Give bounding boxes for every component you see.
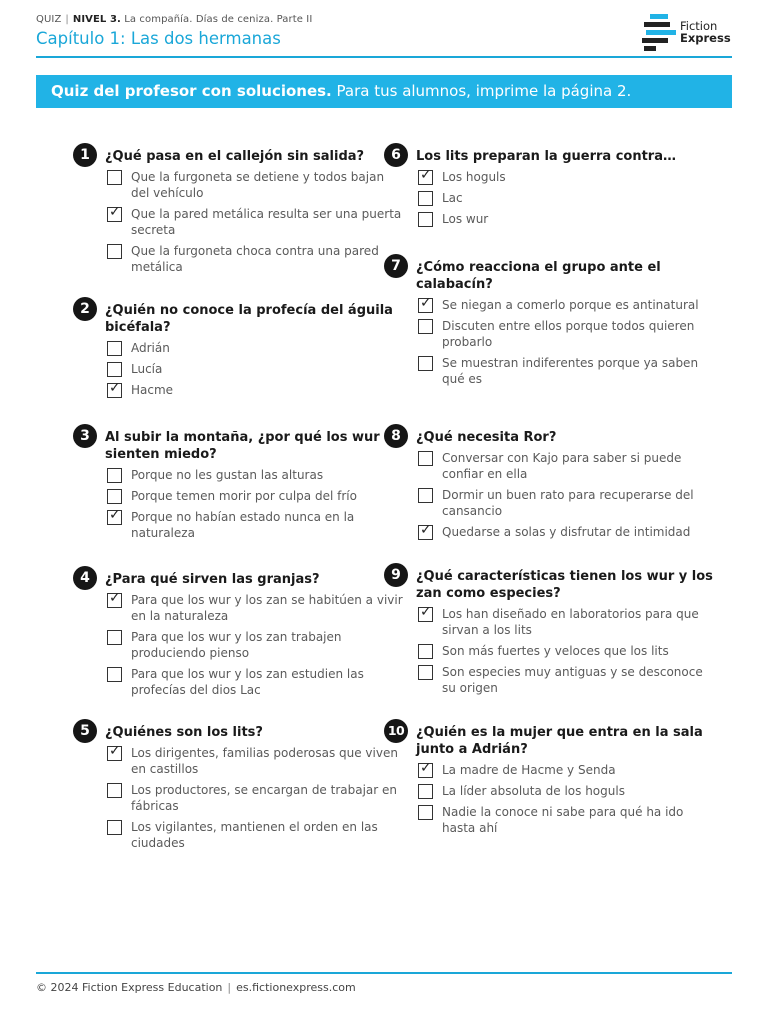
answer-option[interactable] <box>105 745 405 777</box>
answer-option[interactable] <box>416 450 716 482</box>
option-label: Porque temen morir por culpa del frío <box>131 489 357 503</box>
checkbox-unchecked[interactable] <box>418 488 433 503</box>
question-text: ¿Qué características tienen los wur y los zan como especies? <box>416 569 713 601</box>
checkbox-unchecked[interactable] <box>107 489 122 504</box>
answer-option[interactable] <box>416 762 716 778</box>
question-7 <box>391 258 716 392</box>
checkbox-unchecked[interactable] <box>418 665 433 680</box>
checkmark-icon: ✓ <box>109 507 121 523</box>
meta-separator: | <box>65 14 69 25</box>
answer-option[interactable] <box>416 211 716 227</box>
page-footer <box>36 981 356 994</box>
header-divider <box>36 56 732 58</box>
checkbox-unchecked[interactable] <box>107 468 122 483</box>
option-label: Para que los wur y los zan se habitúen a vivir en la naturaleza <box>131 593 403 623</box>
book-subtitle: La compañía. Días de ceniza. Parte II <box>124 14 313 25</box>
quiz-meta-line <box>36 14 312 25</box>
checkmark-icon: ✓ <box>109 590 121 606</box>
footer-website: es.fictionexpress.com <box>236 981 356 994</box>
option-label: Conversar con Kajo para saber si puede confiar en ella <box>442 451 682 481</box>
option-label: Los hoguls <box>442 170 506 184</box>
option-label: Son especies muy antiguas y se desconoce su origen <box>442 665 703 695</box>
option-label: Lucía <box>131 362 163 376</box>
question-number-badge: 7 <box>384 254 408 278</box>
answer-option[interactable] <box>416 524 716 540</box>
question-number-badge: 9 <box>384 563 408 587</box>
answer-option[interactable] <box>105 782 405 814</box>
answer-option[interactable] <box>416 664 716 696</box>
answer-option[interactable] <box>416 190 716 206</box>
checkbox-unchecked[interactable] <box>107 341 122 356</box>
checkmark-icon: ✓ <box>109 743 121 759</box>
checkbox-unchecked[interactable] <box>418 191 433 206</box>
option-label: Porque no les gustan las alturas <box>131 468 324 482</box>
question-text: ¿Para qué sirven las granjas? <box>105 572 320 587</box>
chapter-title: Capítulo 1: Las dos hermanas <box>36 29 281 48</box>
checkmark-icon: ✓ <box>420 760 432 776</box>
option-label: Se muestran indiferentes porque ya saben qué es <box>442 356 699 386</box>
checkbox-checked[interactable] <box>107 380 122 398</box>
answer-option[interactable] <box>416 355 716 387</box>
checkbox-unchecked[interactable] <box>418 805 433 820</box>
checkbox-unchecked[interactable] <box>418 644 433 659</box>
question-6 <box>391 147 716 232</box>
checkbox-checked[interactable] <box>107 590 122 608</box>
checkbox-unchecked[interactable] <box>107 820 122 835</box>
checkbox-unchecked[interactable] <box>107 667 122 682</box>
checkmark-icon: ✓ <box>420 295 432 311</box>
question-8 <box>391 428 716 545</box>
fiction-express-logo <box>642 14 734 52</box>
checkbox-checked[interactable] <box>107 743 122 761</box>
option-label: Dormir un buen rato para recuperarse del cansancio <box>442 488 694 518</box>
answer-option[interactable] <box>105 629 405 661</box>
option-label: Los han diseñado en laboratorios para que sirvan a los lits <box>442 607 699 637</box>
checkbox-unchecked[interactable] <box>418 784 433 799</box>
option-label: Los dirigentes, familias poderosas que viven en castillos <box>131 746 398 776</box>
question-2 <box>80 301 405 403</box>
option-label: Son más fuertes y veloces que los lits <box>442 644 669 658</box>
option-label: Nadie la conoce ni sabe para qué ha ido hasta ahí <box>442 805 684 835</box>
teacher-banner <box>36 75 732 108</box>
checkmark-icon: ✓ <box>420 604 432 620</box>
answer-option[interactable] <box>416 169 716 185</box>
question-number-badge: 8 <box>384 424 408 448</box>
option-label: Quedarse a solas y disfrutar de intimidad <box>442 525 691 539</box>
question-text: ¿Qué pasa en el callejón sin salida? <box>105 149 365 164</box>
checkbox-checked[interactable] <box>418 760 433 778</box>
answer-option[interactable] <box>105 340 405 356</box>
option-label: Para que los wur y los zan trabajen produciendo pienso <box>131 630 342 660</box>
question-number-badge: 1 <box>73 143 97 167</box>
footer-separator: | <box>227 981 232 994</box>
option-label: Los wur <box>442 212 489 226</box>
question-4 <box>80 570 405 703</box>
answer-option[interactable] <box>105 819 405 851</box>
question-number-badge: 10 <box>384 719 408 743</box>
question-9 <box>391 567 716 701</box>
option-label: Porque no habían estado nunca en la naturaleza <box>131 510 355 540</box>
checkbox-checked[interactable] <box>418 167 433 185</box>
checkbox-checked[interactable] <box>418 295 433 313</box>
answer-option[interactable] <box>416 643 716 659</box>
checkmark-icon: ✓ <box>420 522 432 538</box>
checkbox-unchecked[interactable] <box>107 244 122 259</box>
option-label: La líder absoluta de los hoguls <box>442 784 625 798</box>
checkbox-unchecked[interactable] <box>107 362 122 377</box>
question-10 <box>387 723 716 841</box>
question-text: Al subir la montaña, ¿por qué los wur sienten miedo? <box>105 430 380 462</box>
question-5 <box>80 723 405 856</box>
checkbox-unchecked[interactable] <box>418 451 433 466</box>
checkmark-icon: ✓ <box>109 380 121 396</box>
logo-bars-icon <box>642 14 676 52</box>
logo-line-1: Fiction <box>680 19 718 33</box>
answer-option[interactable] <box>416 804 716 836</box>
answer-option[interactable] <box>105 206 405 238</box>
question-text: ¿Quién es la mujer que entra en la sala junto a Adrián? <box>416 725 703 757</box>
logo-text <box>680 20 731 44</box>
checkmark-icon: ✓ <box>109 204 121 220</box>
question-text: ¿Quién no conoce la profecía del águila bicéfala? <box>105 303 393 335</box>
checkbox-checked[interactable] <box>418 522 433 540</box>
quiz-label: QUIZ <box>36 14 62 25</box>
option-label: Discuten entre ellos porque todos quieren probarlo <box>442 319 695 349</box>
checkbox-checked[interactable] <box>107 507 122 525</box>
level-label: NIVEL 3. <box>72 14 121 25</box>
question-number-badge: 6 <box>384 143 408 167</box>
option-label: Se niegan a comerlo porque es antinatural <box>442 298 699 312</box>
question-text: ¿Cómo reacciona el grupo ante el calabacín? <box>416 260 661 292</box>
checkbox-unchecked[interactable] <box>107 170 122 185</box>
option-label: La madre de Hacme y Senda <box>442 763 616 777</box>
question-1 <box>80 147 405 280</box>
option-label: Que la furgoneta se detiene y todos bajan del vehículo <box>131 170 385 200</box>
checkbox-unchecked[interactable] <box>418 319 433 334</box>
checkmark-icon: ✓ <box>420 167 432 183</box>
option-label: Que la pared metálica resulta ser una puerta secreta <box>131 207 402 237</box>
option-label: Lac <box>442 191 463 205</box>
checkbox-unchecked[interactable] <box>107 783 122 798</box>
answer-option[interactable] <box>105 488 405 504</box>
question-text: ¿Qué necesita Ror? <box>416 430 557 445</box>
answer-option[interactable] <box>105 592 405 624</box>
answer-option[interactable] <box>105 361 405 377</box>
question-number-badge: 5 <box>73 719 97 743</box>
question-text: ¿Quiénes son los lits? <box>105 725 263 740</box>
answer-option[interactable] <box>416 783 716 799</box>
answer-option[interactable] <box>105 666 405 698</box>
option-label: Que la furgoneta choca contra una pared metálica <box>131 244 379 274</box>
checkbox-unchecked[interactable] <box>107 630 122 645</box>
option-label: Adrián <box>131 341 170 355</box>
answer-option[interactable] <box>105 467 405 483</box>
checkbox-checked[interactable] <box>107 204 122 222</box>
answer-option[interactable] <box>105 169 405 201</box>
checkbox-unchecked[interactable] <box>418 212 433 227</box>
answer-option[interactable] <box>416 318 716 350</box>
option-label: Hacme <box>131 383 174 397</box>
question-text: Los lits preparan la guerra contra… <box>416 149 676 164</box>
question-3 <box>80 428 405 546</box>
question-number-badge: 4 <box>73 566 97 590</box>
question-number-badge: 2 <box>73 297 97 321</box>
option-label: Los vigilantes, mantienen el orden en las ciudades <box>131 820 378 850</box>
answer-option[interactable] <box>416 297 716 313</box>
checkbox-checked[interactable] <box>418 604 433 622</box>
banner-bold-text: Quiz del profesor con soluciones. <box>51 82 332 100</box>
checkbox-unchecked[interactable] <box>418 356 433 371</box>
answer-option[interactable] <box>105 509 405 541</box>
option-label: Para que los wur y los zan estudien las profecías del dios Lac <box>131 667 364 697</box>
footer-copyright: © 2024 Fiction Express Education <box>36 981 223 994</box>
answer-option[interactable] <box>416 487 716 519</box>
option-label: Los productores, se encargan de trabajar en fábricas <box>131 783 398 813</box>
footer-divider <box>36 972 732 974</box>
logo-line-2: Express <box>680 31 731 45</box>
answer-option[interactable] <box>105 243 405 275</box>
answer-option[interactable] <box>105 382 405 398</box>
question-number-badge: 3 <box>73 424 97 448</box>
answer-option[interactable] <box>416 606 716 638</box>
banner-text: Para tus alumnos, imprime la página 2. <box>331 82 632 100</box>
